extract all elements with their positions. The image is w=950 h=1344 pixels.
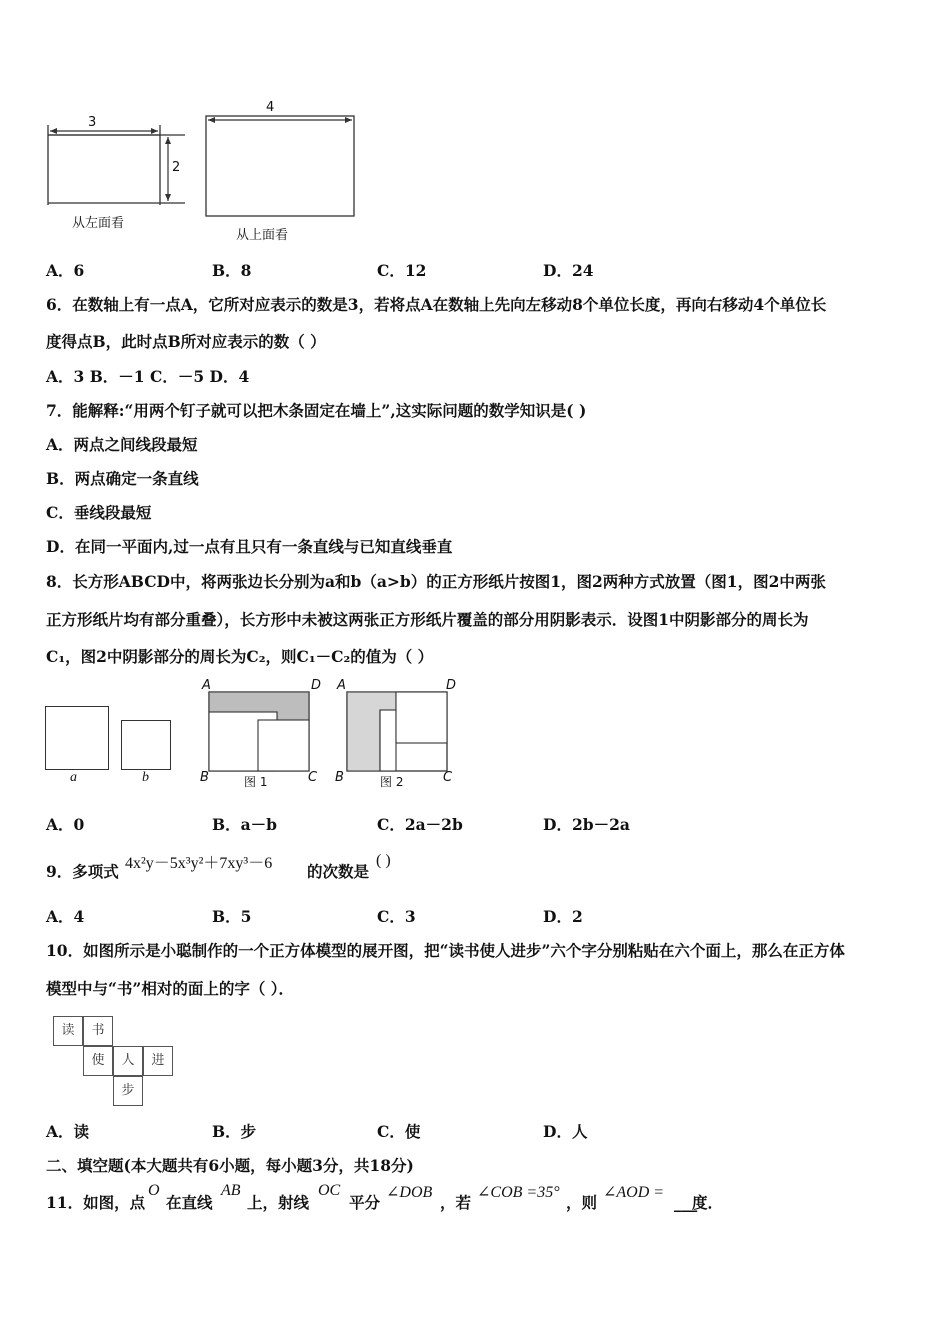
q6-stem-line2: 度得点B，此时点B所对应表示的数（ ） [46, 332, 326, 351]
q10-option-d: D．人 [543, 1122, 588, 1141]
q11-text-4: 平分 [349, 1193, 381, 1212]
q11-answer-blank[interactable]: ___ [674, 1193, 698, 1212]
cube-face-bu: 步 [113, 1076, 143, 1106]
top-view-width-label: 4 [266, 100, 275, 115]
fig1-caption: 图 1 [244, 775, 268, 789]
q11-text-7: 度． [692, 1193, 724, 1212]
fig2-label-D: D [446, 678, 457, 693]
q5-option-b: B．8 [212, 261, 252, 280]
q8-stem-line3: C₁，图2中阴影部分的周长为C₂，则C₁－C₂的值为（ ） [46, 647, 434, 666]
q7-stem: 7．能解释:“用两个钉子就可以把木条固定在墙上”,这实际问题的数学知识是( ) [46, 401, 587, 420]
q9-option-a: A．4 [46, 907, 85, 926]
q5-option-a: A．6 [46, 261, 85, 280]
q6-stem-line1: 6．在数轴上有一点A，它所对应表示的数是3，若将点A在数轴上先向左移动8个单位长度，再向右移动4个单位长 [46, 295, 827, 314]
cube-face-shu: 书 [83, 1016, 113, 1046]
q5-option-d: D．24 [543, 261, 594, 280]
fig2-label-B: B [335, 770, 344, 785]
left-view-width-label: 3 [88, 115, 97, 130]
q6-options: A．3 B．－1 C．－5 D．4 [46, 367, 250, 386]
q9-option-d: D．2 [543, 907, 583, 926]
fig2-caption: 图 2 [380, 775, 404, 789]
square-a [45, 706, 109, 770]
section-2-heading: 二、填空题(本大题共有6小题，每小题3分，共18分) [46, 1156, 414, 1175]
q9-answer-paren: ( ) [376, 852, 391, 869]
q10-option-c: C．使 [377, 1122, 421, 1141]
q9-suffix: 的次数是 [307, 862, 370, 881]
q7-option-b: B．两点确定一条直线 [46, 469, 199, 488]
q8-option-c: C．2a－2b [377, 815, 463, 834]
q11-text-2: 在直线 [166, 1193, 213, 1212]
q11-angle-DOB: ∠DOB [386, 1184, 433, 1201]
top-view-caption: 从上面看 [236, 228, 289, 243]
figure-2-diagram [342, 688, 452, 774]
q9-polynomial: 4x²y－5x³y²＋7xy³－6 [125, 855, 273, 872]
q7-option-d: D．在同一平面内,过一点有且只有一条直线与已知直线垂直 [46, 537, 453, 556]
q11-line-AB: AB [221, 1182, 241, 1199]
q11-text-1: 11．如图，点 [46, 1193, 146, 1212]
q7-option-c: C．垂线段最短 [46, 503, 152, 522]
q8-stem-line1: 8．长方形ABCD中，将两张边长分别为a和b（a>b）的正方形纸片按图1，图2两种方式放置（图1，图2中两张 [46, 572, 826, 591]
fig1-label-D: D [311, 678, 322, 693]
q10-stem-line2: 模型中与“书”相对的面上的字（ ）． [46, 979, 294, 998]
cube-face-du: 读 [53, 1016, 83, 1046]
square-a-label: a [70, 770, 77, 785]
q10-option-b: B．步 [212, 1122, 257, 1141]
q11-text-5: ，若 [440, 1193, 472, 1212]
q11-text-3: 上，射线 [247, 1193, 310, 1212]
fig1-label-C: C [308, 770, 318, 785]
cube-face-ren: 人 [113, 1046, 143, 1076]
q9-option-c: C．3 [377, 907, 416, 926]
q10-option-a: A．读 [46, 1122, 90, 1141]
q8-option-d: D．2b－2a [543, 815, 630, 834]
q9-option-b: B．5 [212, 907, 252, 926]
q8-option-a: A．0 [46, 815, 85, 834]
fig1-label-A: A [202, 678, 211, 693]
q11-angle-COB: ∠COB =35° [477, 1184, 560, 1201]
q11-angle-AOD: ∠AOD = [603, 1184, 665, 1201]
cube-face-jin: 进 [143, 1046, 173, 1076]
q11-ray-OC: OC [318, 1182, 341, 1199]
q11-text-6: ，则 [566, 1193, 598, 1212]
top-view-diagram [198, 100, 363, 225]
figure-1-diagram [205, 688, 315, 774]
fig2-label-A: A [337, 678, 346, 693]
left-view-caption: 从左面看 [72, 216, 125, 231]
fig1-label-B: B [200, 770, 209, 785]
q8-stem-line2: 正方形纸片均有部分重叠），长方形中未被这两张正方形纸片覆盖的部分用阴影表示．设图1中阴影部分的周长为 [46, 610, 809, 629]
q7-option-a: A．两点之间线段最短 [46, 435, 198, 454]
q10-stem-line1: 10．如图所示是小聪制作的一个正方体模型的展开图，把“读书使人进步”六个字分别粘贴在六个面上，那么在正方体 [46, 941, 845, 960]
q5-option-c: C．12 [377, 261, 427, 280]
q11-point-O: O [148, 1182, 160, 1199]
q8-option-b: B．a－b [212, 815, 277, 834]
left-view-height-label: 2 [172, 160, 181, 175]
fig2-label-C: C [443, 770, 453, 785]
q9-prefix: 9．多项式 [46, 862, 119, 881]
square-b [121, 720, 171, 770]
cube-face-shi: 使 [83, 1046, 113, 1076]
square-b-label: b [142, 770, 149, 785]
